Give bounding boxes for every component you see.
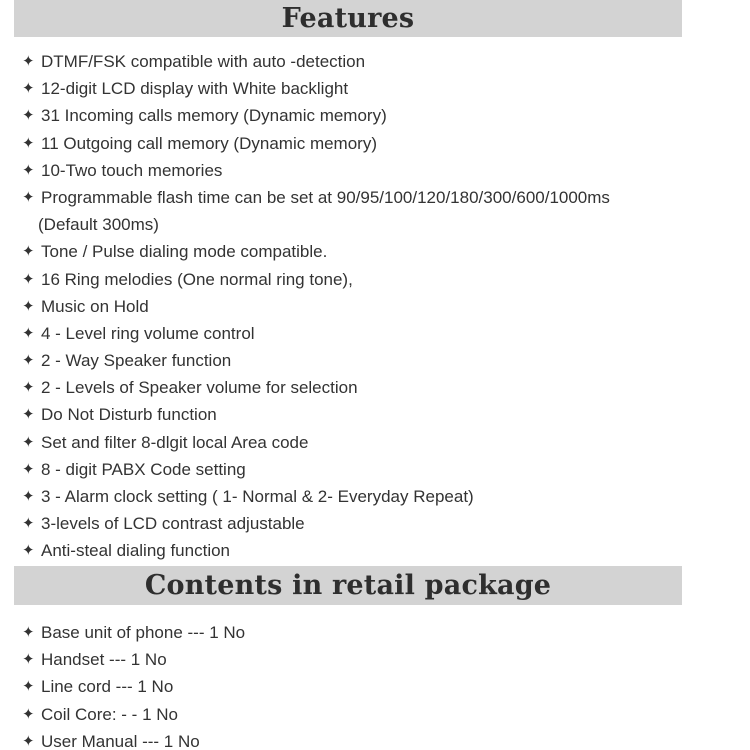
star-bullet-icon: ✦ xyxy=(22,243,35,261)
feature-text: Tone / Pulse dialing mode compatible. xyxy=(41,242,328,262)
star-bullet-icon: ✦ xyxy=(22,134,35,152)
feature-text: Do Not Disturb function xyxy=(41,405,217,425)
feature-text: 2 - Levels of Speaker volume for selection xyxy=(41,378,358,398)
list-item xyxy=(22,293,610,320)
star-bullet-icon: ✦ xyxy=(22,270,35,288)
star-bullet-icon: ✦ xyxy=(22,705,35,723)
package-contents-list xyxy=(22,619,245,750)
star-bullet-icon: ✦ xyxy=(22,161,35,179)
feature-text: 2 - Way Speaker function xyxy=(41,351,232,371)
star-bullet-icon: ✦ xyxy=(22,732,35,750)
package-item-text: Base unit of phone --- 1 No xyxy=(41,623,246,642)
list-item xyxy=(22,320,610,347)
package-item-text: Line cord --- 1 No xyxy=(41,677,174,697)
list-item xyxy=(22,266,610,293)
star-bullet-icon: ✦ xyxy=(22,406,35,424)
feature-text: Set and filter 8-dlgit local Area code xyxy=(41,432,309,452)
list-item xyxy=(22,157,610,184)
star-bullet-icon: ✦ xyxy=(22,433,35,451)
list-item xyxy=(22,48,610,75)
feature-text: 31 Incoming calls memory (Dynamic memory) xyxy=(41,106,387,126)
feature-text: 10-Two touch memories xyxy=(41,160,223,180)
star-bullet-icon: ✦ xyxy=(22,107,35,125)
star-bullet-icon: ✦ xyxy=(22,515,35,533)
star-bullet-icon: ✦ xyxy=(22,379,35,397)
feature-text: 16 Ring melodies (One normal ring tone), xyxy=(41,269,353,289)
list-item xyxy=(22,102,610,129)
list-item xyxy=(22,238,610,265)
feature-text: 8 - digit PABX Code setting xyxy=(41,459,246,479)
star-bullet-icon: ✦ xyxy=(22,188,35,206)
list-item xyxy=(22,728,245,750)
list-item xyxy=(22,646,245,673)
list-item xyxy=(22,510,610,537)
feature-text: 3-levels of LCD contrast adjustable xyxy=(41,514,305,534)
feature-text: 3 - Alarm clock setting ( 1- Normal & 2- Everyday Repeat) xyxy=(41,487,474,506)
feature-text: DTMF/FSK compatible with auto -detection xyxy=(41,52,366,71)
list-item xyxy=(22,374,610,401)
star-bullet-icon: ✦ xyxy=(22,80,35,98)
list-item xyxy=(22,456,610,483)
package-item-text: User Manual --- 1 No xyxy=(41,731,200,750)
features-list xyxy=(22,48,610,565)
star-bullet-icon: ✦ xyxy=(22,542,35,560)
star-bullet-icon: ✦ xyxy=(22,678,35,696)
star-bullet-icon: ✦ xyxy=(22,651,35,669)
star-bullet-icon: ✦ xyxy=(22,324,35,342)
contents-heading: Contents in retail package xyxy=(14,566,682,605)
feature-text: 12-digit LCD display with White backlight xyxy=(41,79,349,99)
feature-text: 11 Outgoing call memory (Dynamic memory) xyxy=(41,133,377,153)
feature-text: Programmable flash time can be set at 90/95/100/120/180/300/600/1000ms xyxy=(41,187,610,207)
list-item xyxy=(22,130,610,157)
list-item xyxy=(22,701,245,728)
list-item xyxy=(22,537,610,564)
list-item xyxy=(22,429,610,456)
feature-text: (Default 300ms) xyxy=(38,215,159,235)
feature-text: Music on Hold xyxy=(41,296,149,316)
star-bullet-icon: ✦ xyxy=(22,460,35,478)
feature-text: 4 - Level ring volume control xyxy=(41,323,255,343)
list-item-continuation xyxy=(22,211,610,238)
star-bullet-icon: ✦ xyxy=(22,352,35,370)
list-item xyxy=(22,347,610,374)
list-item xyxy=(22,673,245,700)
list-item xyxy=(22,401,610,428)
star-bullet-icon: ✦ xyxy=(22,53,35,70)
feature-text: Anti-steal dialing function xyxy=(41,541,231,561)
list-item xyxy=(22,75,610,102)
star-bullet-icon: ✦ xyxy=(22,488,35,505)
star-bullet-icon: ✦ xyxy=(22,297,35,315)
list-item xyxy=(22,619,245,646)
features-heading: Features xyxy=(14,0,682,37)
package-item-text: Handset --- 1 No xyxy=(41,650,167,670)
list-item xyxy=(22,184,610,211)
star-bullet-icon: ✦ xyxy=(22,624,35,641)
list-item xyxy=(22,483,610,510)
package-item-text: Coil Core: - - 1 No xyxy=(41,704,178,724)
